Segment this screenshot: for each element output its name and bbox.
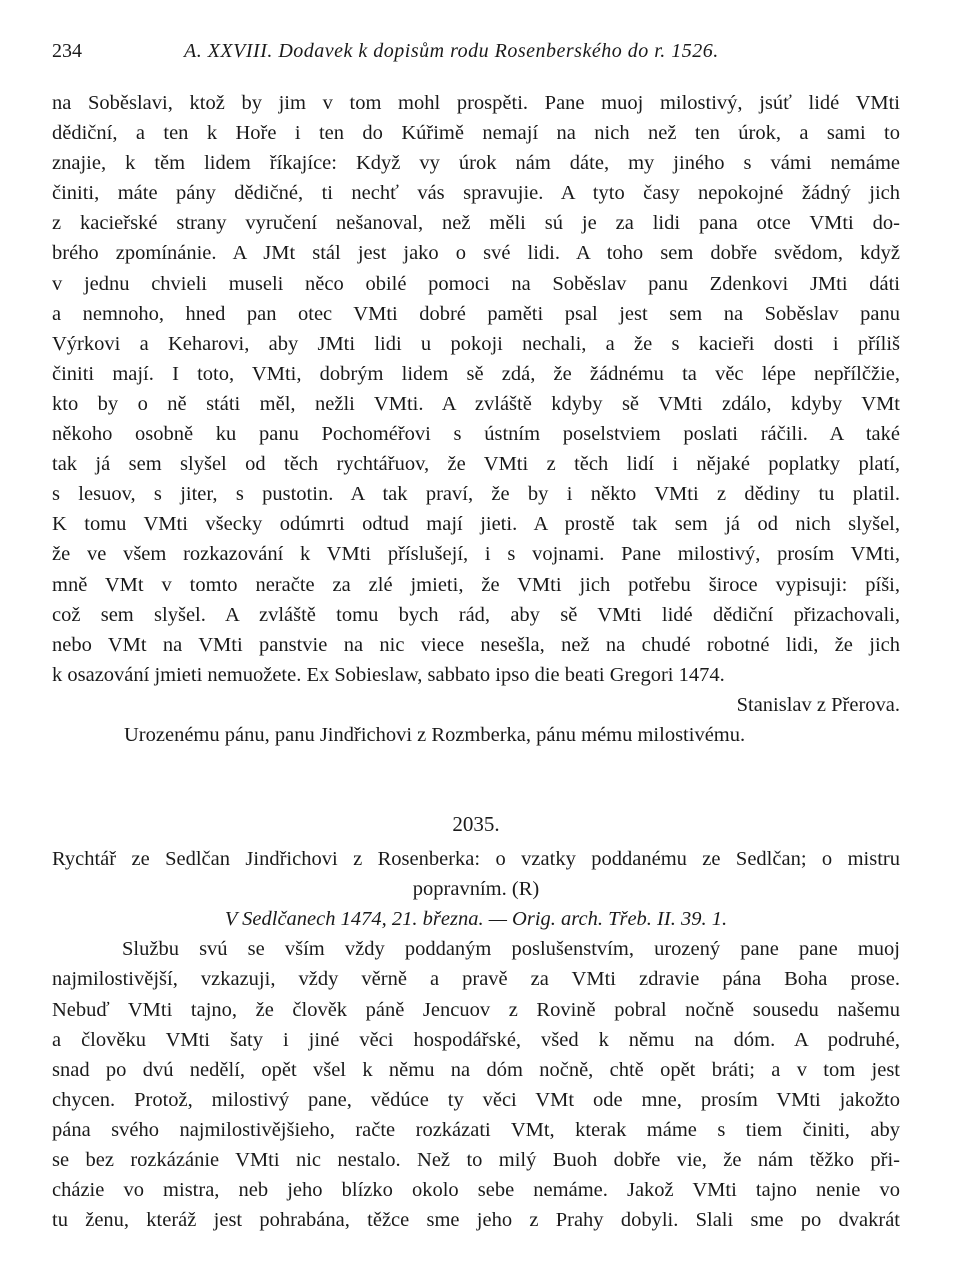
address-line: Urozenému pánu, panu Jindřichovi z Rozmberka, pánu mému milostivému. bbox=[124, 723, 746, 746]
text-line: K tomu VMti všecky odúmrti odtud mají jieti. A prostě tak sem já od nich slyšel, bbox=[52, 513, 900, 536]
text-line: že ve všem rozkazování k VMti příslušejí, i s vojnami. Pane milostivý, prosím VMti, bbox=[52, 543, 900, 566]
text-line: což sem slyšel. A zvláště tomu bych rád, aby sě VMti lidé dědiční přizachovali, bbox=[52, 603, 900, 626]
page-number: 234 bbox=[52, 40, 82, 62]
text-line: tak já sem slyšel od těch rychtářuov, že VMti z těch lidí i nějaké poplatky platí, bbox=[52, 453, 900, 476]
text-line: z kacieřské strany vyručení nešanoval, než měli sú je za lidi pana otce VMti do- bbox=[52, 212, 900, 235]
text-line: dědiční, a ten k Hoře i ten do Kúřimě nemají na nich než ten úrok, a sami to bbox=[52, 122, 900, 145]
running-title: A. XXVIII. Dodavek k dopisům rodu Rosenberského do r. 1526. bbox=[184, 40, 719, 62]
signature: Stanislav z Přerova. bbox=[736, 693, 900, 716]
text-line: k osazování jmieti nemuožete. Ex Sobieslaw, sabbato ipso die beati Gregori 1474. bbox=[52, 663, 725, 686]
text-line: chycen. Protož, milostivý pane, vědúce ty věci VMt ode mne, prosím VMti jakožto bbox=[52, 1088, 900, 1111]
text-line: snad po dvú nedělí, opět všel k němu na dóm nočně, chtě opět bráti; a v tom jest bbox=[52, 1058, 900, 1081]
text-line: kto by o ně státi měl, nežli VMti. A zvláště kdyby sě VMti zdálo, kdyby VMt bbox=[52, 392, 900, 415]
summary-line: popravním. (R) bbox=[412, 878, 540, 901]
text-line: Výrkovi a Keharovi, aby JMti lidi u pokoji nechali, a že s kacieři dosti i příliš bbox=[52, 332, 900, 355]
text-line: nebo VMt na VMti panstvie na nic viece nesešla, než na chudé robotné lidi, že jich bbox=[52, 633, 900, 656]
summary-line: Rychtář ze Sedlčan Jindřichovi z Rosenberka: o vzatky poddanému ze Sedlčan; o mistru bbox=[52, 848, 900, 871]
text-line: na Soběslavi, ktož by jim v tom mohl prospěti. Pane muoj milostivý, jsúť lidé VMti bbox=[52, 92, 900, 114]
section-gap bbox=[52, 750, 900, 804]
text-line: se bez rozkázánie VMti nic nestalo. Než to milý Buoh dobře vie, že nám těžko při- bbox=[52, 1149, 900, 1171]
running-header bbox=[52, 40, 912, 70]
text-line: a nemnoho, hned pan otec VMti dobré paměti psal jest sem na Soběslav panu bbox=[52, 302, 900, 325]
text-line: v jednu chvieli museli něco obilé pomoci na Soběslav panu Zdenkovi JMti dáti bbox=[52, 272, 900, 295]
text-line: Službu svú se vším vždy poddaným poslušenstvím, urozený pane pane muoj bbox=[122, 938, 900, 961]
text-line: mně VMt v tomto neračte za zlé jmieti, že VMti jich potřebu široce vypisuji: píši, bbox=[52, 573, 900, 596]
text-line: Nebuď VMti tajno, že člověk páně Jencuov z Rovině pobral nočně sousedu našemu bbox=[52, 998, 900, 1021]
text-line: činiti mají. I toto, VMti, dobrým lidem sě zdá, že žádnému ta věc lépe nepřílčžie, bbox=[52, 362, 900, 385]
text-line: najmilostivější, vzkazuji, vždy věrně a pravě za VMti zdravie pána Boha prose. bbox=[52, 968, 900, 991]
document-number: 2035. bbox=[452, 812, 500, 837]
text-line: tu ženu, kteráž jest pohrabána, těžce sme jeho z Prahy dobyli. Slali sme po dvakrát bbox=[52, 1209, 900, 1232]
text-line: s lesuov, s jiter, s pustotin. A tak praví, že by i někto VMti z dědiny tu platil. bbox=[52, 483, 900, 506]
text-line: a člověku VMti šaty i jiné věci hospodářské, všed k němu na dóm. A podruhé, bbox=[52, 1028, 900, 1051]
text-line: cházie vo mistra, neb jeho blízko okolo sebe nemáme. Jakož VMti tajno nenie vo bbox=[52, 1179, 900, 1202]
text-line: činiti, máte pány dědičné, ti nechť vás spravujie. A tyto časy nepokojné žádný jich bbox=[52, 182, 900, 205]
text-line: znajie, k těm lidem říkajíce: Když vy úrok nám dáte, my jiného s vámi nemáme bbox=[52, 152, 900, 175]
text-line: někoho osobně ku panu Pochoméřovi s ústním poselstviem poslati ráčili. A také bbox=[52, 423, 900, 446]
date-source-line: V Sedlčanech 1474, 21. března. — Orig. arch. Třeb. II. 39. 1. bbox=[224, 908, 728, 931]
text-line: brého zpomínánie. A JMt stál jest jako o své lidi. A toho sem dobře svědom, když bbox=[52, 242, 900, 265]
text-line: pána svého najmilostivějšieho, račte rozkázati VMt, kterak máme s tiem činiti, aby bbox=[52, 1118, 900, 1141]
text-body bbox=[52, 88, 900, 1235]
